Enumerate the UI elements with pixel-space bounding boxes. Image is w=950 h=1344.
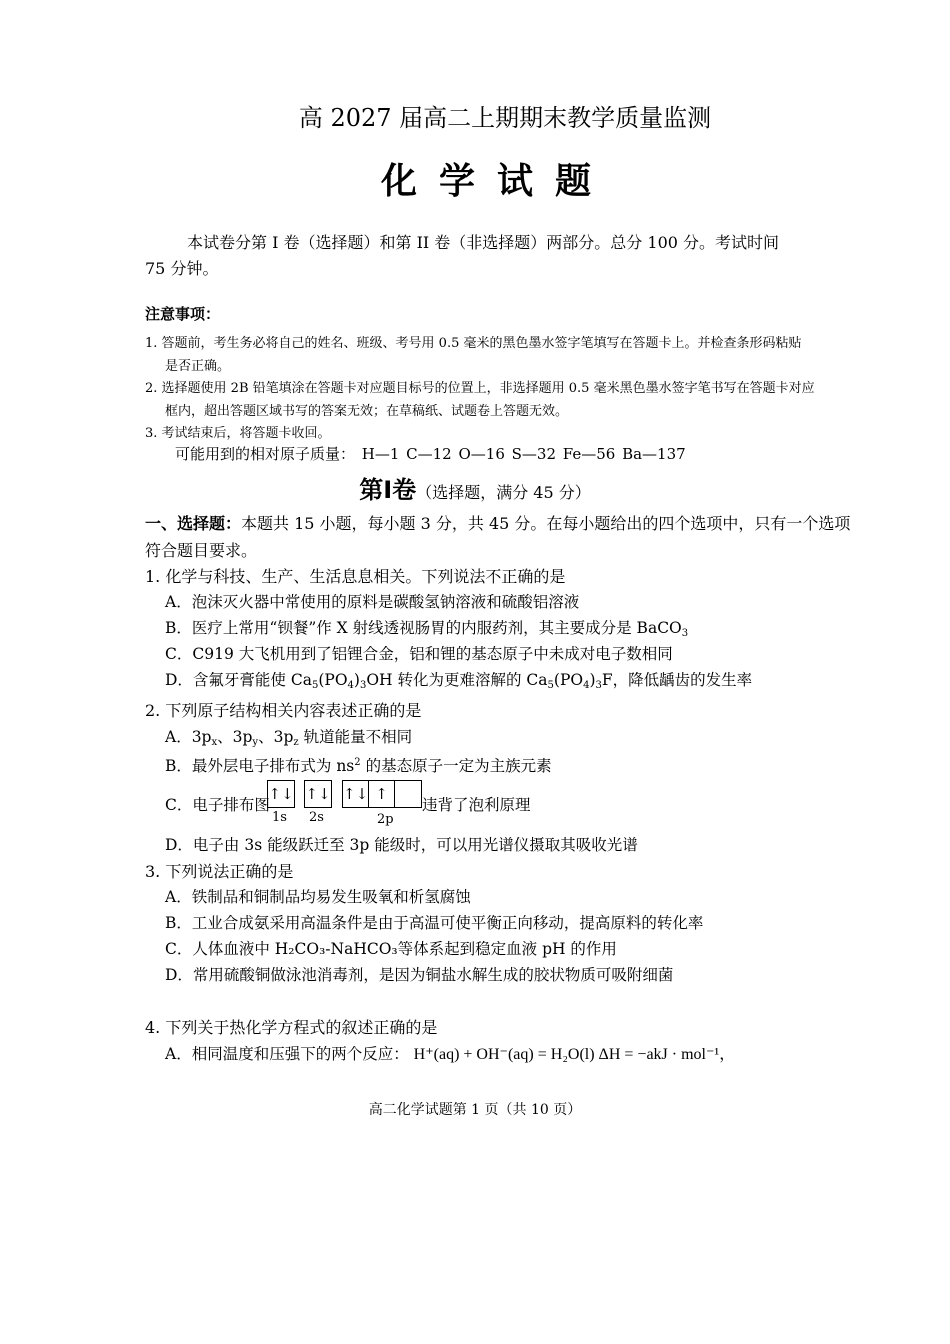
orbital-box-2s	[304, 780, 332, 808]
orbital-box-1s	[267, 780, 295, 808]
q1-d-text-5: (PO	[553, 671, 584, 689]
section-title-main: 第Ⅰ卷	[359, 476, 417, 504]
section-intro-label: 一、选择题：	[145, 514, 242, 533]
q1-option-d	[165, 668, 752, 691]
q3-option-a: A．铁制品和铜制品均易发生吸氧和析氢腐蚀	[165, 888, 471, 906]
orbital-label-2p: 2p	[377, 812, 394, 827]
q2-option-a-text: 轨道能量不相同	[298, 728, 413, 746]
q1-d-text-3: )	[353, 671, 360, 689]
section-intro-line-2: 符合题目要求。	[145, 541, 258, 560]
q2-option-c-text: 违背了泡利原理	[422, 796, 531, 814]
section-title	[0, 470, 950, 505]
notice-item-2: 2. 选择题使用 2B 铅笔填涂在答题卡对应题目标号的位置上，非选择题用 0.5 毫米黑色墨水签字笔书写在答题卡对应	[145, 381, 815, 396]
exam-title: 化学试题	[380, 161, 613, 202]
q1-d-text-7: F，降低龋齿的发生率	[601, 671, 753, 689]
orbital-cell-2p-3	[395, 781, 421, 807]
q1-d-sub-5: 4	[583, 680, 590, 691]
q1-stem: 1. 化学与科技、生产、生活息息相关。下列说法不正确的是	[145, 567, 566, 586]
q3-option-d: D．常用硫酸铜做泳池消毒剂，是因为铜盐水解生成的胶状物质可吸附细菌	[165, 966, 674, 984]
orbital-cell-2p-2: ↑	[369, 781, 395, 807]
q1-d-text-1: D．含氟牙膏能使 Ca	[165, 671, 312, 689]
q1-d-text-6: )	[589, 671, 596, 689]
q4-stem: 4. 下列关于热化学方程式的叙述正确的是	[145, 1018, 438, 1037]
q1-option-a: A．泡沫灭火器中常使用的原料是碳酸氢钠溶液和硫酸铝溶液	[165, 593, 580, 611]
section-title-note: （选择题，满分 45 分）	[416, 483, 591, 502]
q2-option-b-text-2: 的基态原子一定为主族元素	[360, 757, 552, 775]
q3-option-b: B．工业合成氨采用高温条件是由于高温可使平衡正向移动，提高原料的转化率	[165, 914, 704, 932]
q2-option-d: D．电子由 3s 能级跃迁至 3p 能级时，可以用光谱仪摄取其吸收光谱	[165, 836, 638, 854]
q4-option-a-text: A．相同温度和压强下的两个反应：	[165, 1045, 409, 1063]
intro-line-2: 75 分钟。	[145, 259, 219, 278]
q3-option-c: C．人体血液中 H₂CO₃-NaHCO₃等体系起到稳定血液 pH 的作用	[165, 940, 617, 958]
q1-option-b-text: B．医疗上常用“钡餐”作 X 射线透视肠胃的内服药剂，其主要成分是 BaCO	[165, 619, 682, 637]
orbital-label-1s: 1s	[272, 810, 287, 825]
q1-d-sub-2: 4	[347, 680, 354, 691]
q2-option-b	[165, 754, 552, 776]
notice-item-1: 1. 答题前，考生务必将自己的姓名、班级、考号用 0.5 毫米的黑色墨水签字笔填写在答题卡上。并检查条形码粘贴	[145, 336, 802, 351]
q1-option-c: C．C919 大飞机用到了铝锂合金，铝和锂的基态原子中未成对电子数相同	[165, 645, 673, 663]
exam-subtitle: 高 2027 届高二上期期末教学质量监测	[298, 104, 712, 132]
q2-option-a: A．$3p_x$、$3p_y$、$3p_z$ 轨道能量不相同	[165, 728, 413, 748]
intro-line-1: 本试卷分第 I 卷（选择题）和第 II 卷（非选择题）两部分。总分 100 分。考试时间	[187, 233, 780, 252]
q1-option-b	[165, 616, 688, 639]
section-intro-text: 本题共 15 小题，每小题 3 分，共 45 分。在每小题给出的四个选项中，只有一个选项	[241, 514, 851, 533]
q2-stem: 2. 下列原子结构相关内容表述正确的是	[145, 701, 422, 720]
q4-option-a	[165, 1041, 735, 1064]
page-footer: 高二化学试题第 1 页（共 10 页）	[368, 1102, 582, 1118]
q1-d-sub-3: 3	[359, 680, 367, 691]
orbital-label-2s: 2s	[309, 810, 324, 825]
q1-option-b-sub: 3	[681, 628, 689, 639]
atomic-masses: 可能用到的相对原子质量： H—1 C—12 O—16 S—32 Fe—56 Ba—137	[175, 445, 686, 463]
q1-d-text-2: (PO	[318, 671, 348, 689]
notice-item-1-cont: 是否正确。	[165, 359, 231, 374]
q1-d-text-4: OH 转化为更难溶解的 Ca	[366, 671, 548, 689]
notice-item-3: 3. 考试结束后，将答题卡收回。	[145, 426, 331, 441]
notice-heading: 注意事项：	[145, 305, 221, 323]
orbital-box-2p	[342, 780, 422, 808]
orbital-cell-2p-1: ↑↓	[343, 781, 369, 807]
notice-item-2-cont: 框内，超出答题区域书写的答案无效；在草稿纸、试题卷上答题无效。	[165, 404, 569, 419]
q2-option-c-label: C．电子排布图	[165, 796, 270, 814]
q4-option-a-equation: H⁺(aq) + OH⁻(aq) = H₂O(l) ΔH = −akJ · mol⁻¹，	[413, 1046, 736, 1063]
q1-d-sub-4: 5	[547, 680, 554, 691]
orbital-cell-2s: ↑↓	[305, 785, 331, 803]
q1-d-sub-1: 5	[311, 680, 319, 691]
q2-option-b-text: B．最外层电子排布式为 ns	[165, 757, 355, 775]
section-intro	[145, 511, 850, 534]
q2-option-b-sup: 2	[354, 757, 361, 768]
orbital-cell-1s: ↑↓	[268, 785, 294, 803]
q3-stem: 3. 下列说法正确的是	[145, 862, 294, 881]
q1-d-sub-6: 3	[595, 680, 602, 691]
